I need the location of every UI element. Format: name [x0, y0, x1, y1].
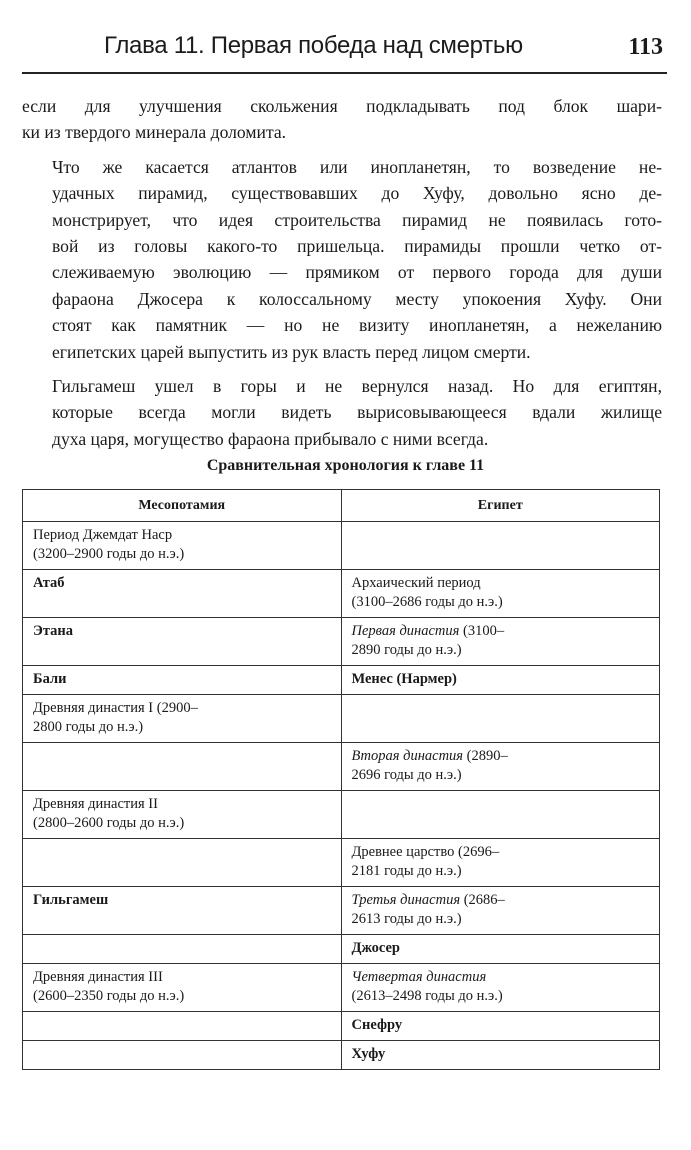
text-line: египетских царей выпустить из рук власть перед лицом смерти.: [52, 341, 531, 362]
page-header: [22, 28, 667, 74]
mesopotamia-cell: [23, 522, 342, 570]
egypt-entry-line: [352, 968, 650, 987]
mesopotamia-cell: [23, 791, 342, 839]
egypt-entry-line: [352, 574, 650, 593]
text-line: которые всегда могли видеть вырисовывающееся вдали жилище: [52, 402, 662, 423]
page-number: 113: [628, 34, 663, 60]
mesopotamia-dates: 2800 годы до н.э.): [33, 719, 144, 735]
egypt-entry: Четвертая династия: [351, 969, 487, 985]
egypt-entry-line: [352, 747, 650, 766]
text-line: фараона Джосера к колоссальному месту упокоения Хуфу. Они: [52, 288, 662, 309]
egypt-cell: [341, 1012, 660, 1041]
egypt-cell: [341, 791, 660, 839]
mesopotamia-cell: [23, 887, 342, 935]
egypt-cell: [341, 666, 660, 695]
egypt-entry: Менес (Нармер): [351, 671, 457, 687]
table-row: [23, 1041, 660, 1070]
paragraph-1: [22, 93, 662, 146]
column-header-mesopotamia: Месопотамия: [23, 490, 342, 522]
egypt-dates: (3100–2686 годы до н.э.): [351, 594, 503, 610]
egypt-dates: 2696 годы до н.э.): [351, 767, 462, 783]
table-row: [23, 743, 660, 791]
mesopotamia-dates: (3200–2900 годы до н.э.): [33, 546, 185, 562]
table-row: [23, 887, 660, 935]
mesopotamia-entry: Гильгамеш: [33, 892, 109, 908]
column-header-egypt: Египет: [341, 490, 660, 522]
egypt-entry: Древнее царство (2696–: [351, 844, 500, 860]
table-row: [23, 791, 660, 839]
egypt-entry-line: [352, 622, 650, 641]
egypt-cell: [341, 887, 660, 935]
header-rule: [22, 72, 667, 74]
mesopotamia-cell: [23, 570, 342, 618]
egypt-cell: [341, 618, 660, 666]
mesopotamia-cell: [23, 964, 342, 1012]
table-row: [23, 618, 660, 666]
egypt-cell: [341, 839, 660, 887]
text-line: духа царя, могущество фараона прибывало с ними всегда.: [52, 428, 489, 449]
mesopotamia-entry: Древняя династия I (2900–: [33, 700, 198, 716]
mesopotamia-entry: Этана: [33, 623, 73, 639]
table-row: [23, 1012, 660, 1041]
chapter-title: Глава 11. Первая победа над смертью: [104, 32, 523, 59]
egypt-cell: [341, 964, 660, 1012]
mesopotamia-dates: (2600–2350 годы до н.э.): [33, 988, 185, 1004]
mesopotamia-cell: [23, 618, 342, 666]
mesopotamia-entry: Период Джемдат Наср: [33, 527, 173, 543]
text-line: Гильгамеш ушел в горы и не вернулся назад. Но для египтян,: [52, 376, 662, 397]
egypt-entry-start-date: (2890–: [463, 748, 508, 764]
egypt-cell: [341, 935, 660, 964]
egypt-entry-line: [352, 670, 650, 689]
text-line: Что же касается атлантов или инопланетян, то возведение не-: [52, 156, 662, 177]
egypt-entry-line: [352, 1045, 650, 1064]
text-line: ки из твердого минерала доломита.: [22, 122, 287, 143]
chronology-table: [22, 489, 660, 1070]
egypt-entry-line: [352, 1016, 650, 1035]
mesopotamia-entry: Бали: [33, 671, 67, 687]
egypt-entry: Первая династия: [351, 623, 460, 639]
mesopotamia-entry: Атаб: [33, 575, 65, 591]
egypt-entry: Джосер: [351, 940, 400, 956]
table-body: [23, 522, 660, 1070]
mesopotamia-cell: [23, 666, 342, 695]
table-row: [23, 570, 660, 618]
egypt-cell: [341, 695, 660, 743]
egypt-entry-line: [352, 939, 650, 958]
egypt-entry: Снефру: [351, 1017, 403, 1033]
mesopotamia-cell: [23, 1012, 342, 1041]
table-row: [23, 935, 660, 964]
egypt-dates: 2181 годы до н.э.): [351, 863, 462, 879]
text-line: слеживаемую эволюцию — прямиком от первого города для души: [52, 262, 662, 283]
paragraph-2: [22, 154, 662, 365]
egypt-dates: (2613–2498 годы до н.э.): [351, 988, 503, 1004]
text-line: удачных пирамид, существовавших до Хуфу, довольно ясно де-: [52, 183, 662, 204]
table-title: Сравнительная хронология к главе 11: [206, 457, 485, 474]
text-line: монстрирует, что идея строительства пирамид не появилась гото-: [52, 209, 662, 230]
body-text: [22, 93, 662, 460]
table-row: [23, 522, 660, 570]
paragraph-3: [22, 373, 662, 452]
mesopotamia-dates: (2800–2600 годы до н.э.): [33, 815, 185, 831]
egypt-entry-start-date: (3100–: [459, 623, 505, 639]
table-row: [23, 839, 660, 887]
egypt-dates: 2890 годы до н.э.): [351, 642, 462, 658]
mesopotamia-cell: [23, 695, 342, 743]
text-line: стоят как памятник — но не визиту инопланетян, а нежеланию: [52, 315, 662, 336]
egypt-entry-start-date: (2686–: [460, 892, 505, 908]
egypt-entry: Вторая династия: [351, 748, 464, 764]
mesopotamia-entry: Древняя династия II: [33, 796, 158, 812]
table-row: [23, 695, 660, 743]
mesopotamia-cell: [23, 935, 342, 964]
egypt-entry: Хуфу: [351, 1046, 386, 1062]
egypt-cell: [341, 522, 660, 570]
egypt-dates: 2613 годы до н.э.): [351, 911, 462, 927]
egypt-entry: Архаический период: [351, 575, 481, 591]
mesopotamia-cell: [23, 839, 342, 887]
mesopotamia-cell: [23, 743, 342, 791]
text-line: вой из головы какого-то пришельца. пирамиды прошли четко от-: [52, 236, 662, 257]
egypt-cell: [341, 743, 660, 791]
table-row: [23, 964, 660, 1012]
mesopotamia-entry: Древняя династия III: [33, 969, 163, 985]
text-line: если для улучшения скольжения подкладывать под блок шари-: [22, 96, 662, 116]
mesopotamia-cell: [23, 1041, 342, 1070]
egypt-entry-line: [352, 843, 650, 862]
egypt-cell: [341, 1041, 660, 1070]
egypt-entry: Третья династия: [351, 892, 461, 908]
table-header-row: [23, 490, 660, 522]
egypt-cell: [341, 570, 660, 618]
egypt-entry-line: [352, 891, 650, 910]
table-row: [23, 666, 660, 695]
